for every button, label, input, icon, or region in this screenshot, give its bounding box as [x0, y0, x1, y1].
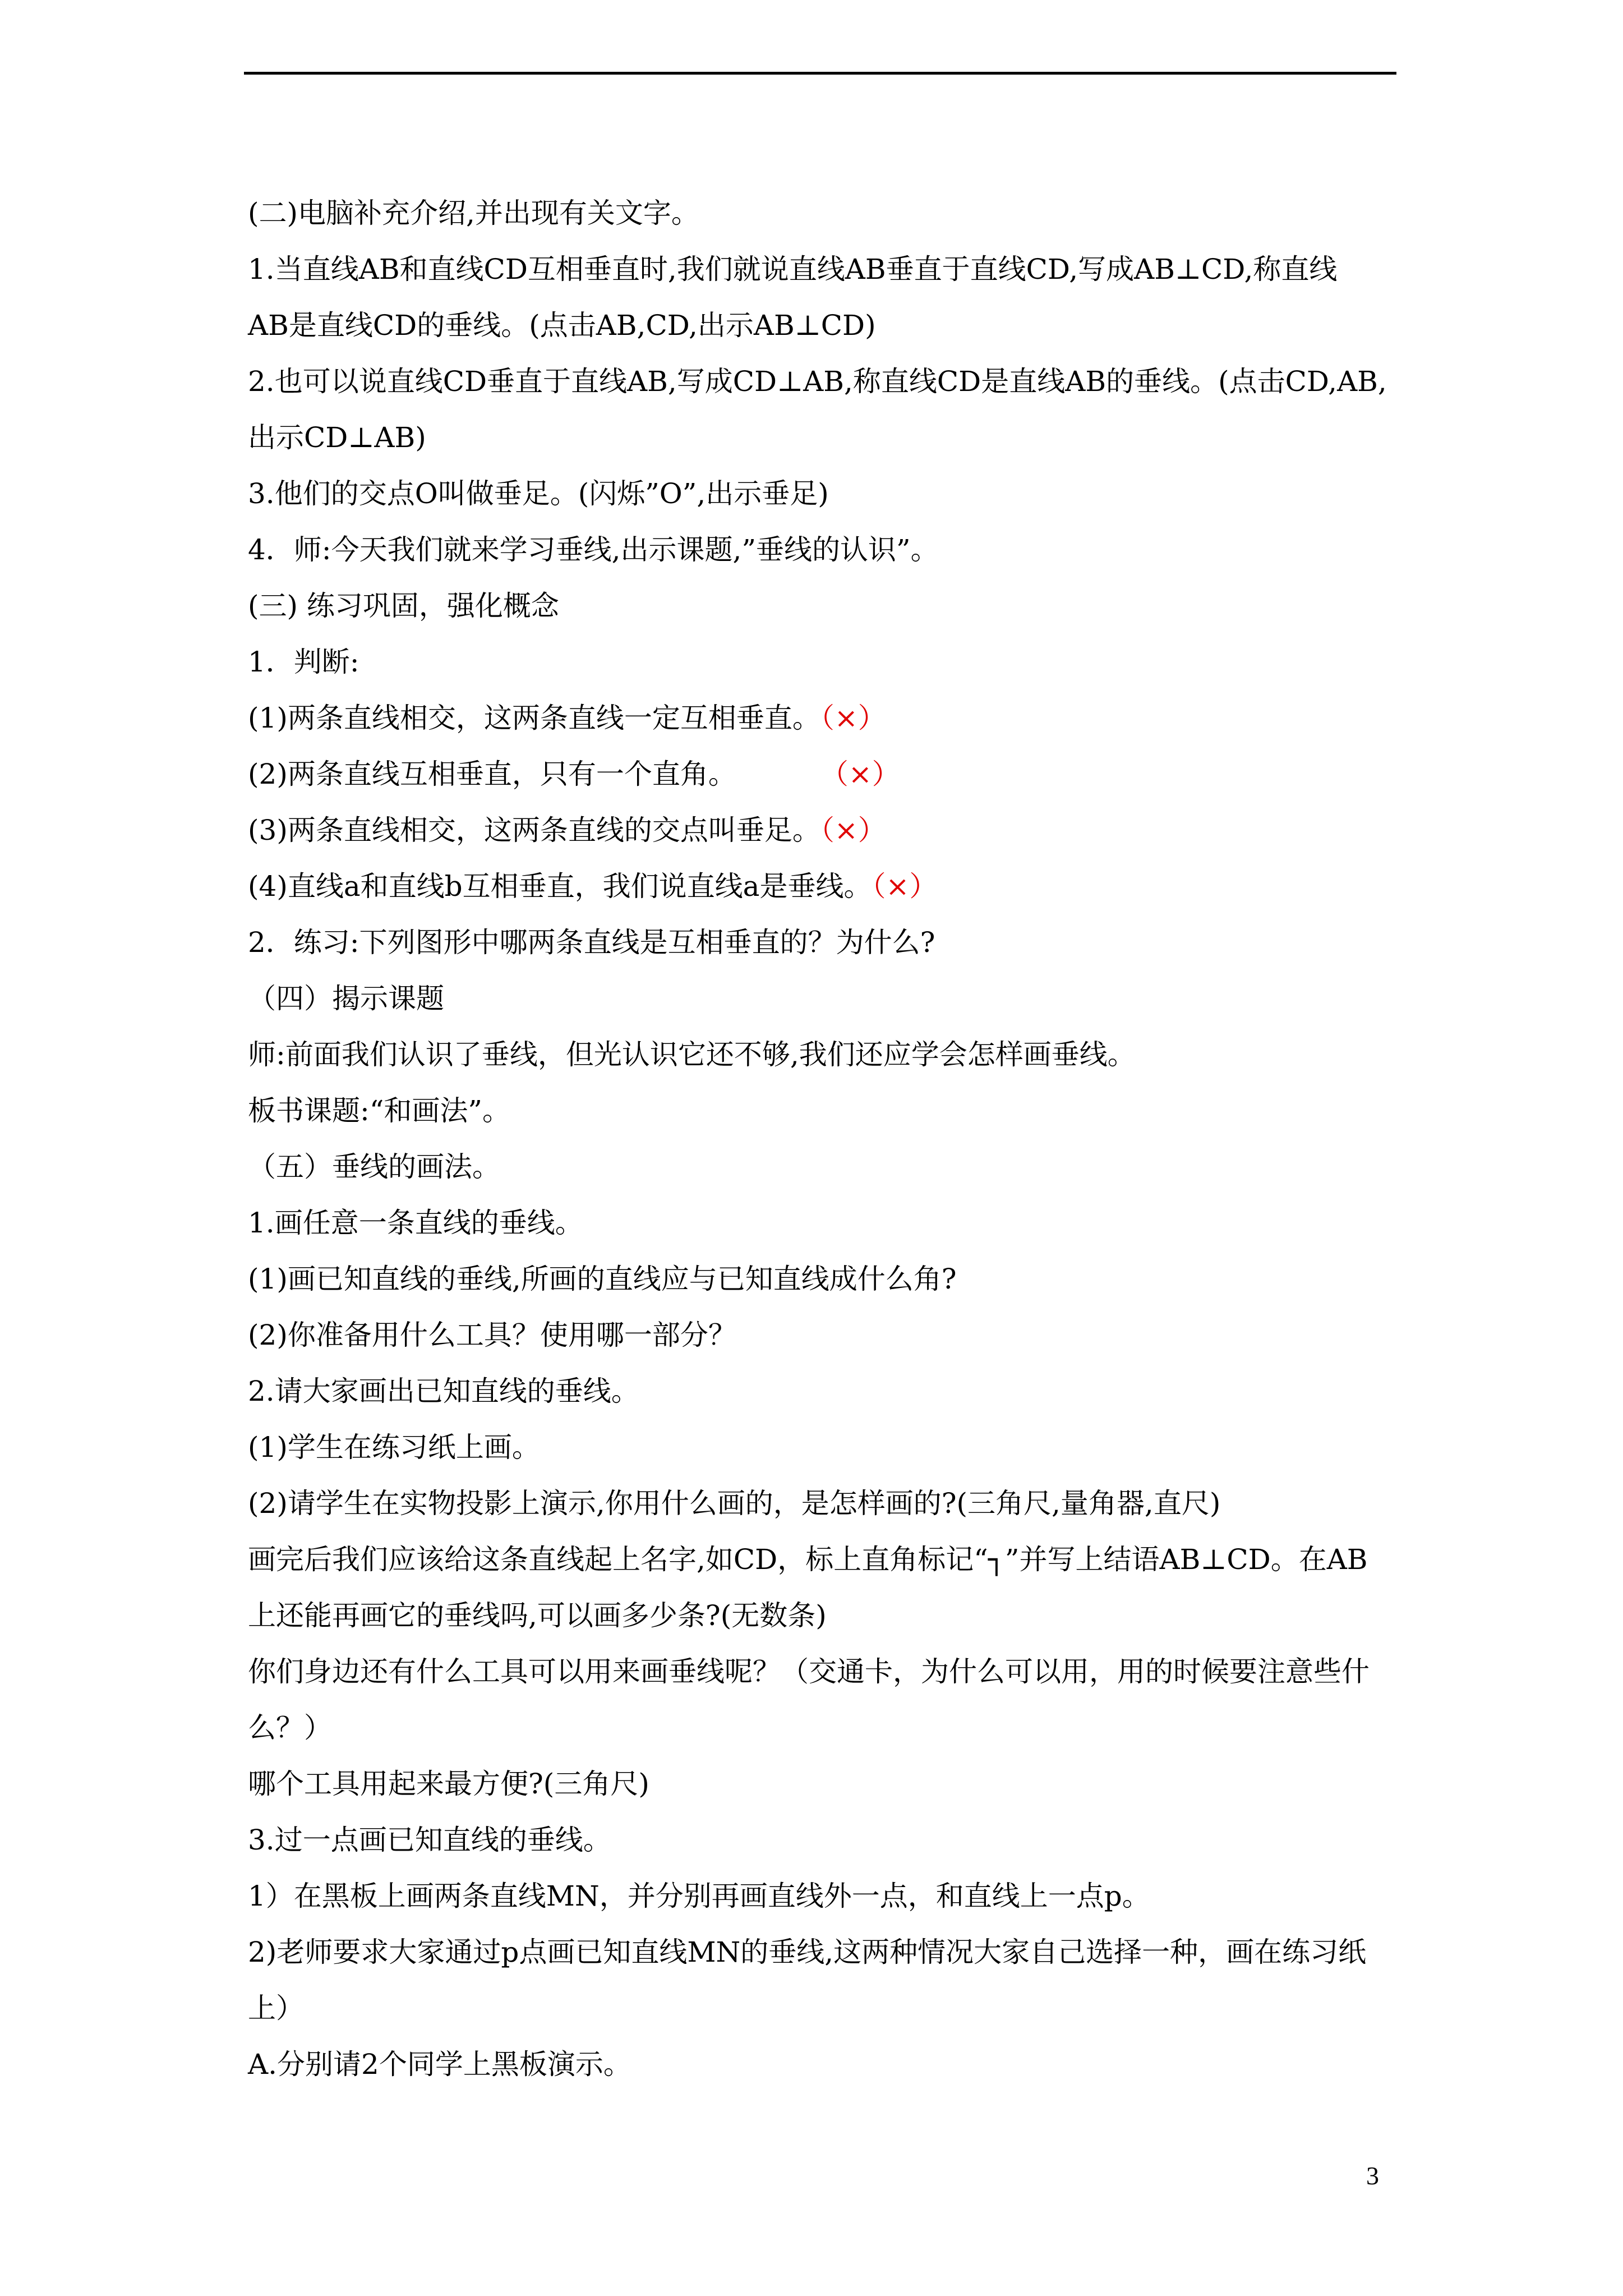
text-line: (二)电脑补充介绍,并出现有关文字。 — [248, 197, 699, 229]
text-line: 师:前面我们认识了垂线，但光认识它还不够,我们还应学会怎样画垂线。 — [248, 1038, 1136, 1071]
text-line: 1）在黑板上画两条直线MN，并分别再画直线外一点，和直线上一点p。 — [248, 1880, 1150, 1912]
text-line: 4．师:今天我们就来学习垂线,出示课题,”垂线的认识”。 — [248, 533, 939, 566]
answer-mark: （×） — [872, 870, 938, 903]
text-line: 上还能再画它的垂线吗,可以画多少条?(无数条) — [248, 1599, 827, 1632]
section-heading: （五）垂线的画法。 — [248, 1151, 500, 1183]
text-line: 1.当直线AB和直线CD互相垂直时,我们就说直线AB垂直于直线CD,写成AB⊥CD,称直线 — [248, 253, 1338, 286]
text-line: A.分别请2个同学上黑板演示。 — [248, 2048, 631, 2081]
text-line: 1．判断: — [248, 646, 359, 678]
text-line: 3.过一点画已知直线的垂线。 — [248, 1824, 611, 1856]
judgement-text: (4)直线a和直线b互相垂直，我们说直线a是垂线。 — [248, 870, 872, 903]
judgement-item — [248, 746, 1403, 802]
section-heading: (三) 练习巩固，强化概念 — [248, 590, 559, 622]
text-line: 哪个工具用起来最方便?(三角尺) — [248, 1768, 649, 1800]
header-rule — [244, 72, 1396, 75]
judgement-item — [248, 690, 1403, 746]
judgement-item — [248, 858, 1403, 914]
text-line: AB是直线CD的垂线。(点击AB,CD,出示AB⊥CD) — [248, 309, 876, 342]
text-line: 2.请大家画出已知直线的垂线。 — [248, 1375, 639, 1407]
text-line: 1.画任意一条直线的垂线。 — [248, 1207, 583, 1239]
judgement-text: (3)两条直线相交，这两条直线的交点叫垂足。 — [248, 814, 820, 846]
judgement-text: (2)两条直线互相垂直，只有一个直角。 — [248, 758, 736, 790]
text-line — [248, 1531, 1403, 1588]
answer-mark: （×） — [820, 702, 886, 734]
text-line: (1)画已知直线的垂线,所画的直线应与已知直线成什么角? — [248, 1263, 957, 1295]
judgement-item — [248, 802, 1403, 858]
right-angle-symbol: ┐ — [988, 1543, 1005, 1576]
text-line: 上） — [248, 1992, 304, 2024]
document-body — [248, 185, 1403, 2092]
text-line: 3.他们的交点O叫做垂足。(闪烁”O”,出示垂足) — [248, 477, 829, 510]
judgement-text: (1)两条直线相交，这两条直线一定互相垂直。 — [248, 702, 820, 734]
text-line: (2)请学生在实物投影上演示,你用什么画的，是怎样画的?(三角尺,量角器,直尺) — [248, 1487, 1221, 1520]
answer-mark: （×） — [820, 814, 886, 846]
text-line: 2)老师要求大家通过p点画已知直线MN的垂线,这两种情况大家自己选择一种，画在练习纸 — [248, 1936, 1367, 1968]
text-line: (1)学生在练习纸上画。 — [248, 1431, 540, 1464]
text-segment: 画完后我们应该给这条直线起上名字,如CD，标上直角标记“ — [248, 1543, 988, 1576]
text-segment: ”并写上结语AB⊥CD。在AB — [1004, 1543, 1368, 1576]
text-line: 2．练习:下列图形中哪两条直线是互相垂直的？为什么? — [248, 926, 935, 959]
page-number: 3 — [1366, 2161, 1379, 2190]
text-line: (2)你准备用什么工具？使用哪一部分？ — [248, 1319, 736, 1351]
text-line: 板书课题:“和画法”。 — [248, 1094, 510, 1127]
text-line: 2.也可以说直线CD垂直于直线AB,写成CD⊥AB,称直线CD是直线AB的垂线。(点击CD,AB, — [248, 365, 1387, 398]
text-line: 出示CD⊥AB) — [248, 421, 426, 454]
text-line: 么？） — [248, 1711, 332, 1744]
answer-mark: （×） — [820, 758, 900, 790]
section-heading: （四）揭示课题 — [248, 982, 444, 1015]
text-line: 你们身边还有什么工具可以用来画垂线呢？（交通卡，为什么可以用，用的时候要注意些什 — [248, 1655, 1370, 1688]
